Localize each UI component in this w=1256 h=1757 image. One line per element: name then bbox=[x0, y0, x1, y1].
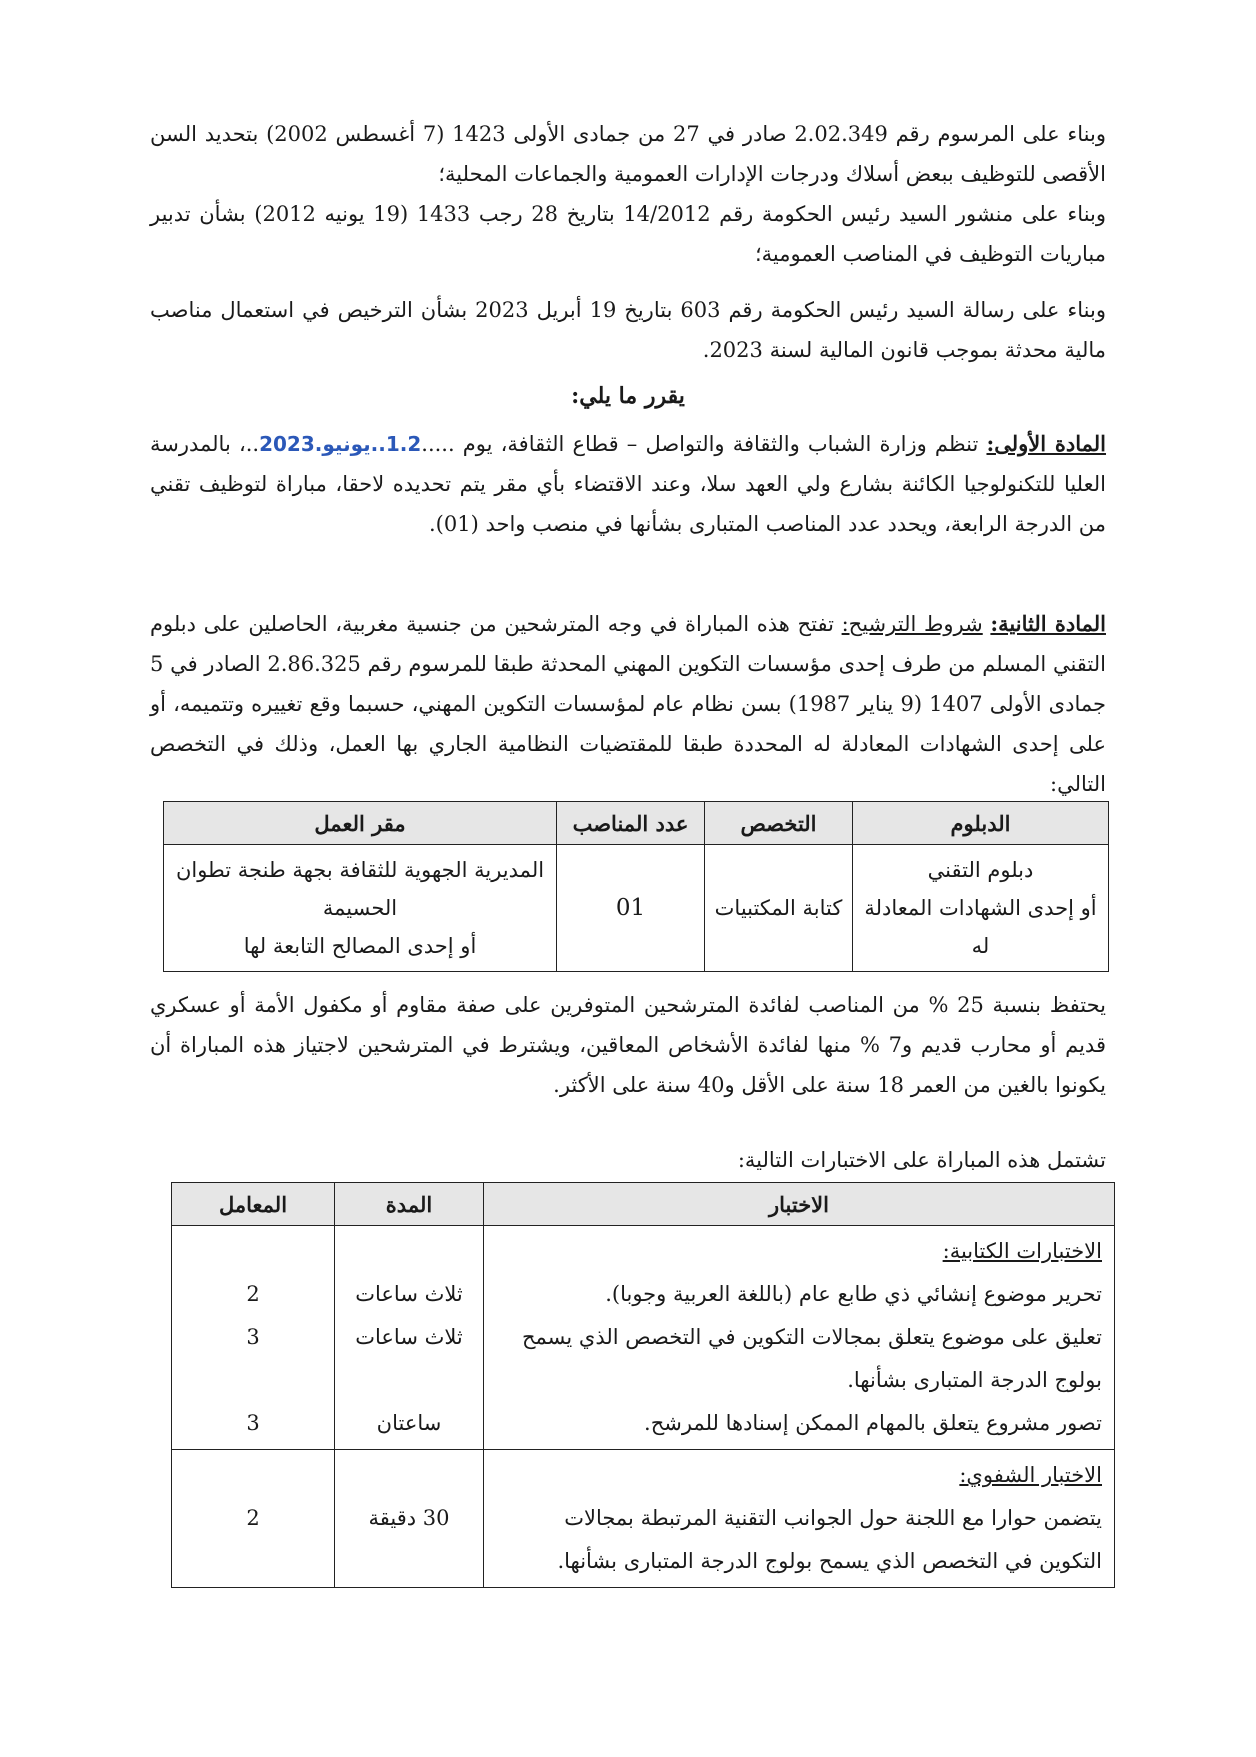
preamble-decree-age bbox=[150, 114, 1106, 194]
written-test-3: تصور مشروع يتعلق بالمهام الممكن إسنادها للمرشح. bbox=[644, 1411, 1102, 1435]
decision-heading: يقرر ما يلي: bbox=[571, 383, 685, 409]
article-1-text-b: ..، بالمدرسة العليا للتكنولوجيا الكائنة بشارع ولي العهد سلا، وعند الاقتضاء بأي مقر يتم تحديده لاحقا، مباراة لتوظيف تقني من الدرجة الرابعة، ويحدد عدد المناصب المتبارى بشأنها في منصب واحد (01). bbox=[150, 432, 1106, 536]
positions-header-row bbox=[164, 802, 1109, 845]
quota-text: يحتفظ بنسبة 25 % من المناصب لفائدة المترشحين المتوفرين على صفة مقاوم أو مكفول الأمة أو عسكري قديم أو محارب قديم و7 % منها لفائدة الأشخاص المعاقين، ويشترط في المترشحين لاجتياز هذه المباراة أن يكونوا بالغين من العمر 18 سنة على الأقل و40 سنة على الأكثر. bbox=[150, 993, 1106, 1097]
preamble-text-2: وبناء على منشور السيد رئيس الحكومة رقم 14/2012 بتاريخ 28 رجب 1433 (19 يونيه 2012) بشأن تدبير مباريات التوظيف في المناصب العمومية؛ bbox=[150, 202, 1107, 266]
cell-specialty: كتابة المكتبيات bbox=[705, 845, 853, 972]
preamble-text-1: وبناء على المرسوم رقم 2.02.349 صادر في 27 من جمادى الأولى 1423 (7 أغسطس 2002) بتحديد السن الأقصى للتوظيف ببعض أسلاك ودرجات الإدارات العمومية والجماعات المحلية؛ bbox=[150, 122, 1106, 186]
oral-coef-cell bbox=[172, 1450, 335, 1588]
header-diploma: الدبلوم bbox=[853, 802, 1109, 845]
written-coef-3: 3 bbox=[246, 1411, 260, 1435]
oral-heading: الاختبار الشفوي: bbox=[959, 1463, 1102, 1487]
article-1-text-a: تنظم وزارة الشباب والثقافة والتواصل – قطاع الثقافة، يوم ..... bbox=[421, 432, 979, 456]
header-location: مقر العمل bbox=[164, 802, 557, 845]
date-stamp: 1.2..يونيو.2023 bbox=[259, 432, 422, 456]
oral-duration-cell bbox=[335, 1450, 484, 1588]
written-test-1: تحرير موضوع إنشائي ذي طابع عام (باللغة العربية وجوبا). bbox=[605, 1282, 1102, 1306]
header-test: الاختبار bbox=[484, 1183, 1115, 1226]
diploma-line-2: أو إحدى الشهادات المعادلة له bbox=[864, 896, 1097, 958]
written-coef-2: 3 bbox=[246, 1325, 260, 1349]
preamble-letter bbox=[150, 290, 1106, 370]
exams-intro-text: تشتمل هذه المباراة على الاختبارات التالية: bbox=[737, 1148, 1106, 1172]
article-2 bbox=[150, 604, 1106, 804]
article-2-text: تفتح هذه المباراة في وجه المترشحين من جنسية مغربية، الحاصلين على دبلوم التقني المسلم من طرف إحدى مؤسسات التكوين المهني المحدثة طبقا للمرسوم رقم 2.86.325 الصادر في 5 جمادى الأولى 1407 (9 يناير 1987) بسن نظام عام لمؤسسات التكوين المهني، حسبما وقع تغييره وتتميمه، أو على إحدى الشهادات المعادلة له المحددة طبقا للمقتضيات النظامية الجاري بها العمل، وذلك في التخصص التالي: bbox=[150, 612, 1106, 796]
cell-count: 01 bbox=[557, 845, 705, 972]
article-1-title: المادة الأولى: bbox=[986, 431, 1107, 456]
exams-header-row bbox=[172, 1183, 1115, 1226]
preamble-text-3: وبناء على رسالة السيد رئيس الحكومة رقم 603 بتاريخ 19 أبريل 2023 بشأن الترخيص في استعمال مناصب مالية محدثة بموجب قانون المالية لسنة 2023. bbox=[150, 298, 1106, 362]
location-line-1: المديرية الجهوية للثقافة بجهة طنجة تطوان الحسيمة bbox=[175, 858, 545, 920]
preamble-circular bbox=[150, 194, 1106, 274]
oral-test: يتضمن حوارا مع اللجنة حول الجوانب التقنية المرتبطة بمجالات التكوين في التخصص الذي يسمح بولوج الدرجة المتبارى بشأنها. bbox=[557, 1506, 1102, 1573]
oral-test-cell bbox=[484, 1450, 1115, 1588]
written-heading: الاختبارات الكتابية: bbox=[942, 1239, 1102, 1263]
article-1 bbox=[150, 424, 1106, 544]
written-test-2: تعليق على موضوع يتعلق بمجالات التكوين في التخصص الذي يسمح بولوج الدرجة المتبارى بشأنها. bbox=[521, 1325, 1102, 1392]
oral-duration: 30 دقيقة bbox=[368, 1506, 450, 1530]
written-coefs-cell bbox=[172, 1226, 335, 1450]
written-duration-3: ساعتان bbox=[376, 1411, 442, 1435]
location-line-2: أو إحدى المصالح التابعة لها bbox=[243, 934, 477, 958]
written-duration-1: ثلاث ساعات bbox=[355, 1282, 463, 1306]
table-row bbox=[164, 845, 1109, 972]
written-tests-cell bbox=[484, 1226, 1115, 1450]
diploma-line-1: دبلوم التقني bbox=[927, 858, 1034, 882]
positions-table bbox=[163, 801, 1109, 972]
article-2-title: المادة الثانية: bbox=[990, 611, 1106, 636]
oral-exam-row bbox=[172, 1450, 1115, 1588]
written-durations-cell bbox=[335, 1226, 484, 1450]
written-coef-1: 2 bbox=[246, 1282, 260, 1306]
cell-location bbox=[164, 845, 557, 972]
header-coef: المعامل bbox=[172, 1183, 335, 1226]
header-count: عدد المناصب bbox=[557, 802, 705, 845]
header-specialty: التخصص bbox=[705, 802, 853, 845]
quota-paragraph bbox=[150, 985, 1106, 1105]
oral-coef: 2 bbox=[246, 1506, 260, 1530]
exams-intro bbox=[150, 1140, 1106, 1180]
article-2-subtitle: شروط الترشيح: bbox=[841, 612, 983, 636]
exams-table bbox=[171, 1182, 1115, 1588]
header-duration: المدة bbox=[335, 1183, 484, 1226]
written-exams-row bbox=[172, 1226, 1115, 1450]
written-duration-2: ثلاث ساعات bbox=[355, 1325, 463, 1349]
cell-diploma bbox=[853, 845, 1109, 972]
